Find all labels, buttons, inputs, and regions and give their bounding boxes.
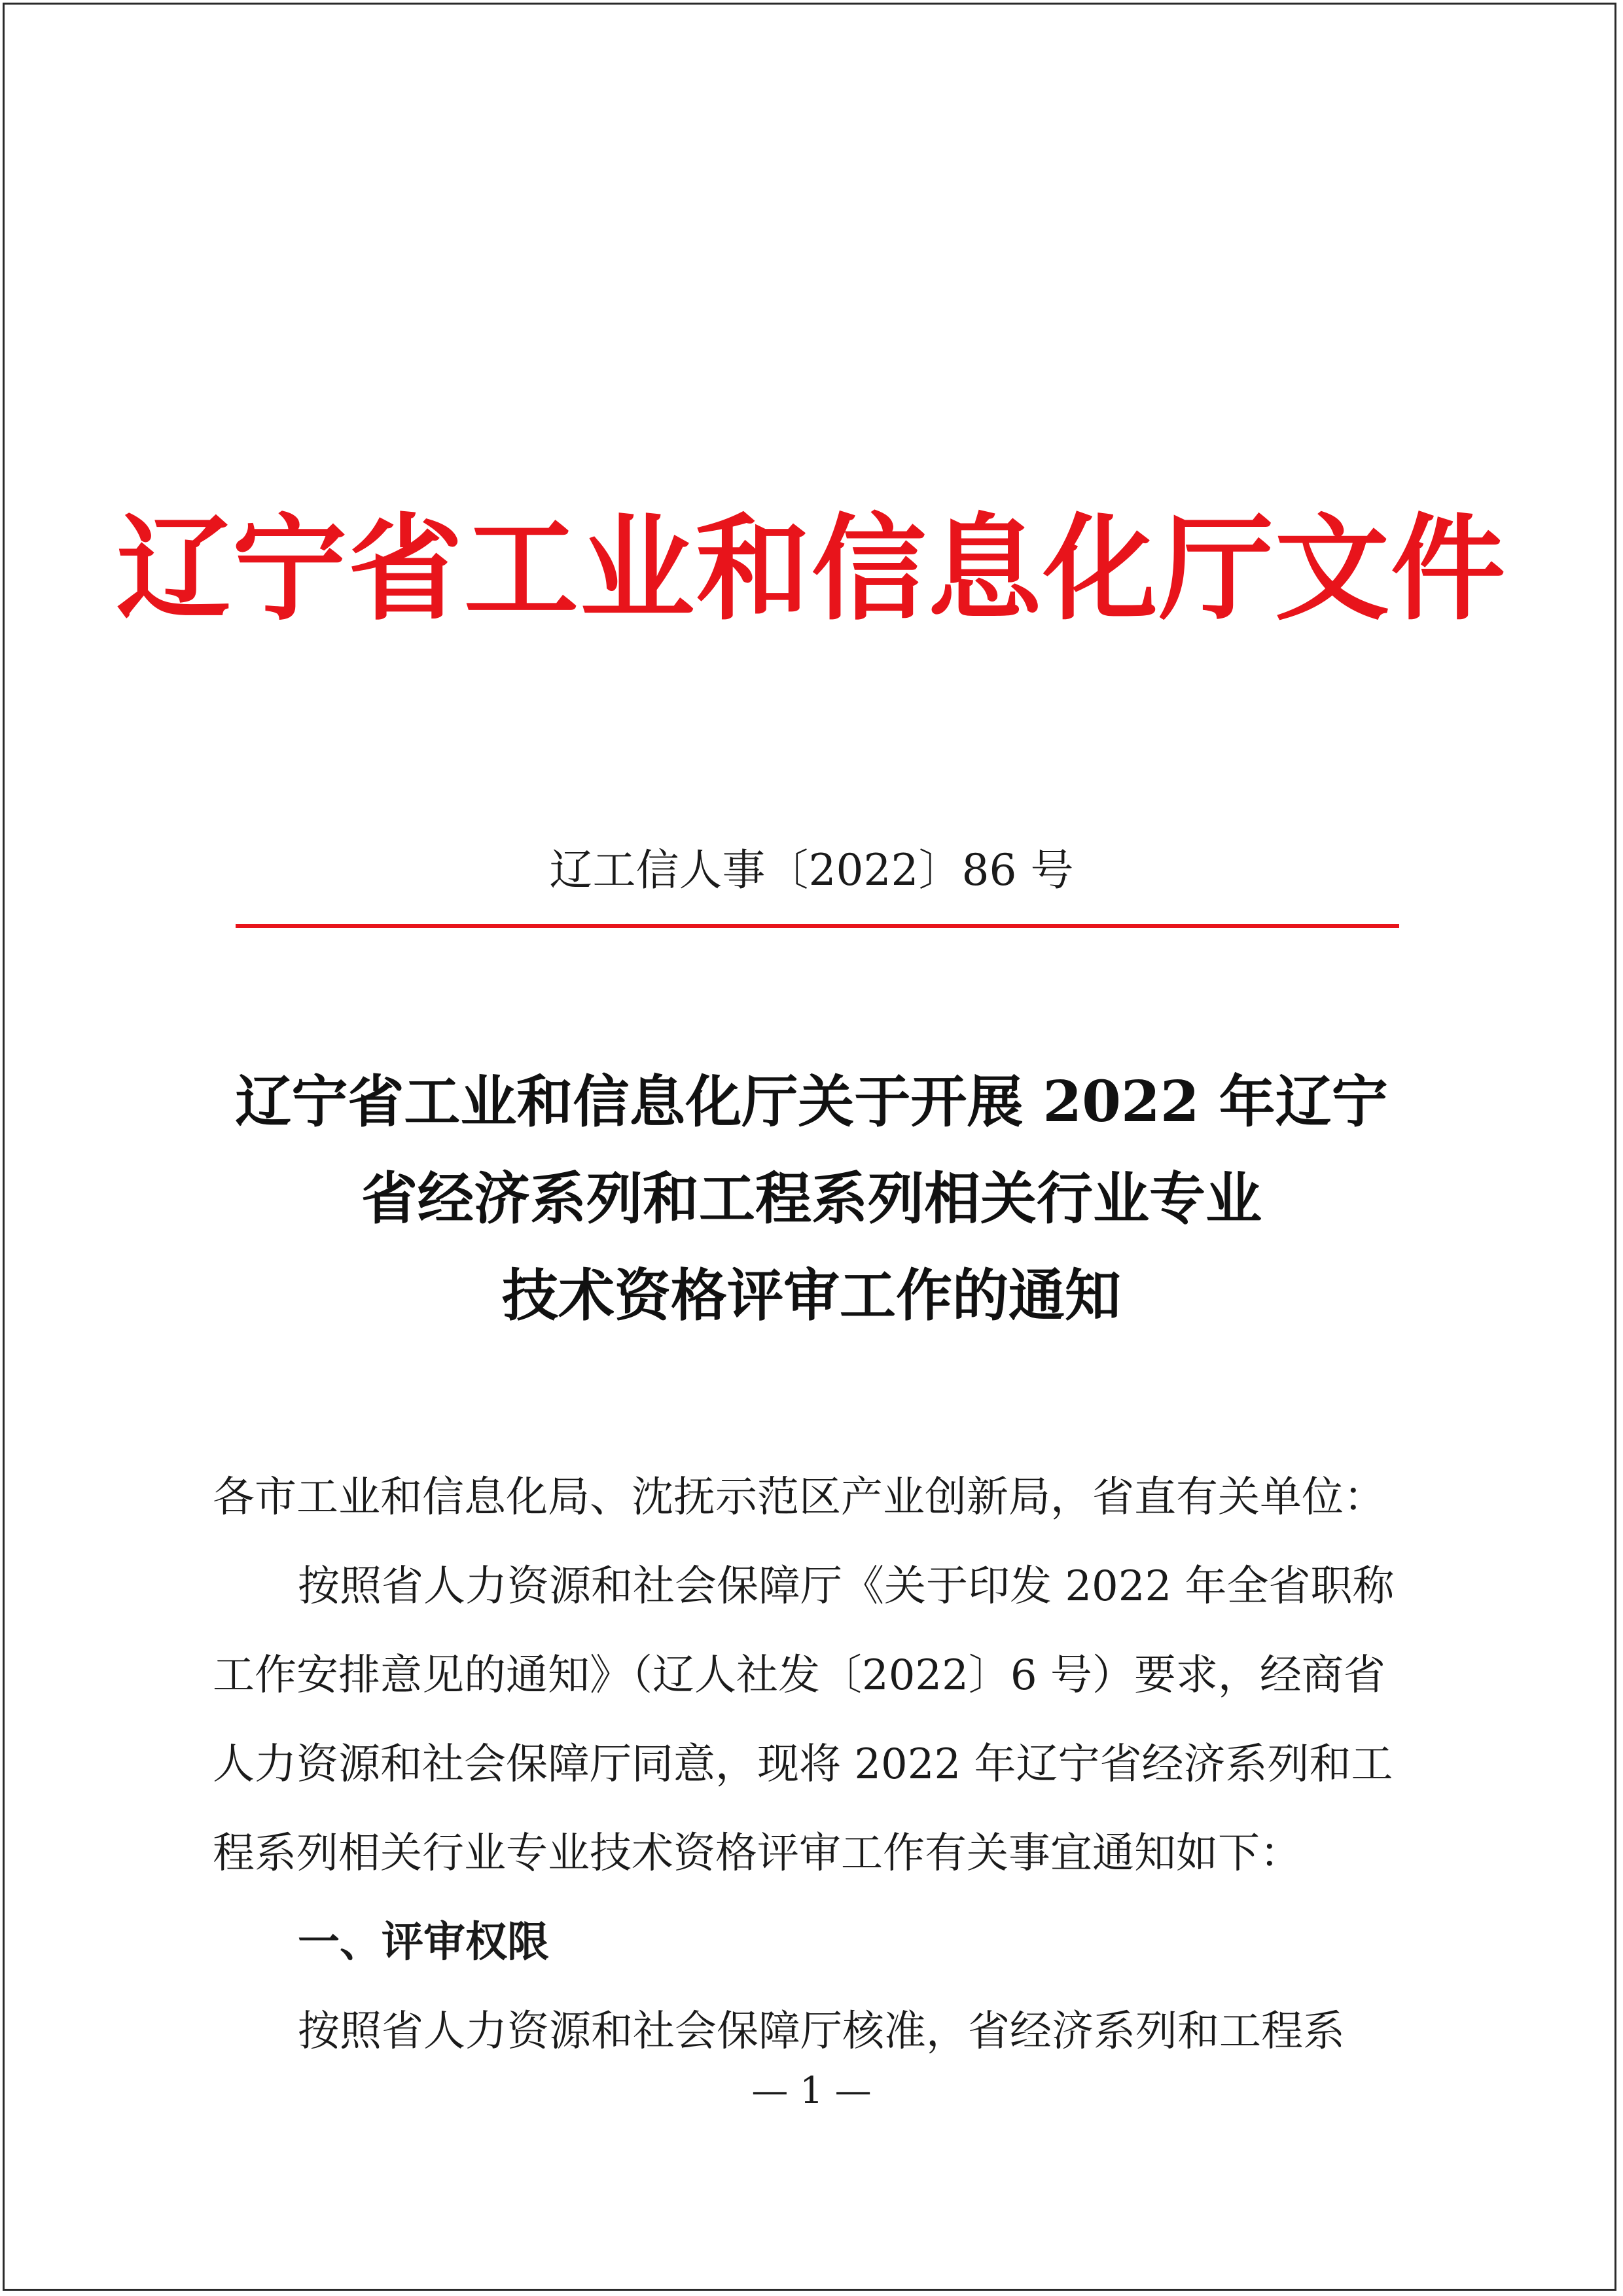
title-line: 辽宁省工业和信息化厅关于开展 2022 年辽宁 — [235, 1069, 1388, 1135]
document-body — [213, 1453, 1395, 2076]
section-heading: 一、评审权限 — [298, 1918, 549, 1967]
document-number: 辽工信人事〔2022〕86 号 — [549, 845, 1074, 895]
document-masthead: 辽宁省工业和信息化厅文件 — [116, 502, 1507, 636]
title-line: 技术资格评审工作的通知 — [502, 1263, 1121, 1329]
title-line: 省经济系列和工程系列相关行业专业 — [361, 1166, 1262, 1232]
paragraph-line: 按照省人力资源和社会保障厅《关于印发 2022 年全省职称 — [298, 1562, 1395, 1611]
paragraph-line: 人力资源和社会保障厅同意，现将 2022 年辽宁省经济系列和工 — [213, 1740, 1393, 1789]
paragraph-line: 程系列相关行业专业技术资格评审工作有关事宜通知如下： — [213, 1829, 1302, 1878]
paragraph-line: 按照省人力资源和社会保障厅核准，省经济系列和工程系 — [298, 2007, 1345, 2056]
salutation: 各市工业和信息化局、沈抚示范区产业创新局，省直有关单位： — [213, 1473, 1385, 1522]
paragraph-line: 工作安排意见的通知》（辽人社发〔2022〕6 号）要求，经商省 — [213, 1651, 1385, 1700]
document-title — [98, 1054, 1525, 1344]
red-divider-line — [236, 924, 1399, 928]
page-number: — 1 — — [751, 2070, 872, 2112]
